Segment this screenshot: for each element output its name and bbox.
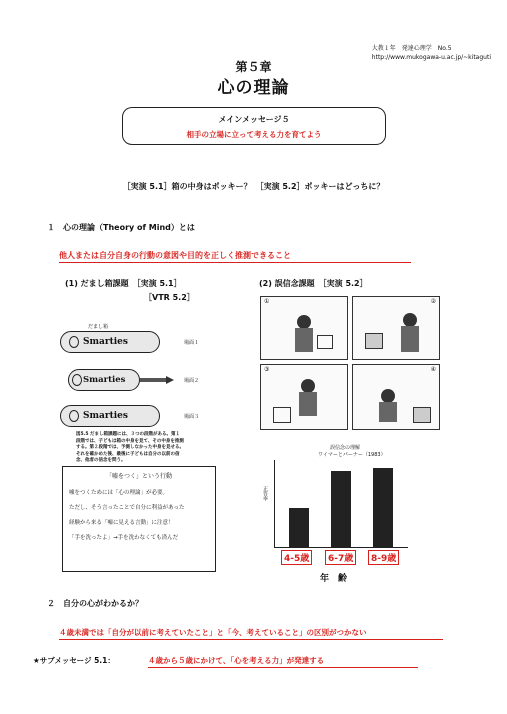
chart-ylabel: 正答率: [262, 486, 268, 501]
chart-plot: [274, 460, 408, 548]
pencil-icon: [140, 378, 166, 382]
bar-6-7: [331, 471, 351, 547]
lie-note-title: 「嘘をつく」という行動: [105, 473, 172, 480]
section1-heading: １ 心の理論（Theory of Mind）とは: [47, 223, 195, 232]
section2-finding: ４歳未満では「自分が以前に考えていたこと」と「今、考えていること」の区別がつかない: [59, 627, 443, 640]
smarties-box-2: [68, 369, 140, 391]
scene-label-2: 場面２: [184, 378, 200, 384]
bar-8-9: [373, 468, 393, 547]
x-tick-4-5: 4-5歳: [281, 550, 312, 565]
scene-label-1: 場面１: [184, 340, 200, 346]
smarties-text: Smarties: [83, 375, 126, 385]
panel-number: ②: [430, 298, 436, 305]
course-url: http://www.mukogawa-u.ac.jp/~kitaguti: [371, 54, 491, 61]
lie-note-box: [62, 466, 216, 572]
false-belief-panel-4: [352, 364, 440, 430]
smarties-box-1: [60, 331, 160, 353]
chart-xlabel: 年 齢: [320, 574, 348, 584]
main-message-box: [122, 107, 386, 145]
panel-number: ①: [264, 298, 270, 305]
section2-heading: ２ 自分の心がわかるか？: [47, 599, 143, 608]
definition-text: 他人または自分自身の行動の意図や目的を正しく推測できること: [59, 250, 411, 263]
sub2-title: (2) 誤信念課題 ［実演 5.2］: [259, 279, 368, 288]
sub1-vtr: ［VTR 5.2］: [144, 293, 195, 302]
main-message-heading: メインメッセージ５: [218, 115, 290, 124]
x-tick-8-9: 8-9歳: [368, 550, 399, 565]
smarties-text: Smarties: [83, 337, 128, 347]
panel-number: ④: [430, 366, 436, 373]
false-belief-panel-2: [352, 296, 440, 360]
lie-note-line-4: 「手を洗ったよ」→手を洗わなくても済んだ: [69, 535, 179, 541]
sub-message-text: ４歳から５歳にかけて、「心を考える力」が発達する: [148, 655, 418, 668]
chapter-label: 第５章: [235, 60, 272, 74]
exercises-line: ［実演 5.1］箱の中身はポッキー？ ［実演 5.2］ポッキーはどっちに？: [122, 182, 385, 191]
lie-note-line-2: ただし、そう言ったことで自分に利益があった: [69, 505, 185, 511]
lie-note-line-1: 嘘をつくためには「心の理論」が必要。: [69, 490, 169, 496]
scene-label-3: 場面３: [184, 414, 200, 420]
sub-message-label: ★サブメッセージ 5.1：: [33, 656, 115, 665]
false-belief-panel-3: [260, 364, 348, 430]
sub1-title: (1) だまし箱課題 ［実演 5.1］: [65, 279, 182, 288]
smarties-text: Smarties: [83, 411, 128, 421]
chart-subtitle: ワイマーとパーナー（1983）: [318, 452, 386, 458]
smarties-box-3: [60, 405, 160, 427]
course-label: 大教１年 発達心理学 No.5: [371, 45, 452, 52]
bar-4-5: [289, 508, 309, 547]
chart-title: 誤信念の理解: [330, 445, 361, 451]
lie-note-line-3: 経験から来る「嘘に見える言動」に注意！: [69, 520, 174, 526]
x-tick-6-7: 6-7歳: [325, 550, 356, 565]
panel-number: ③: [264, 366, 270, 373]
false-belief-panel-1: [260, 296, 348, 360]
smarties-box-label: だまし箱: [88, 324, 109, 330]
main-message-text: 相手の立場に立って考える力を育てよう: [186, 130, 322, 139]
page-title: 心の理論: [217, 78, 290, 98]
figure-caption: 図5.5 だまし箱課題には、３つの段階がある。第１段階では、子どもは箱の中身を見て、その中身を推測する。第２段階では、予測しなかった中身を見せる。それを確かめた後、最後に子どもは自分の以前の信念、他者の信念を問う。: [76, 432, 184, 463]
